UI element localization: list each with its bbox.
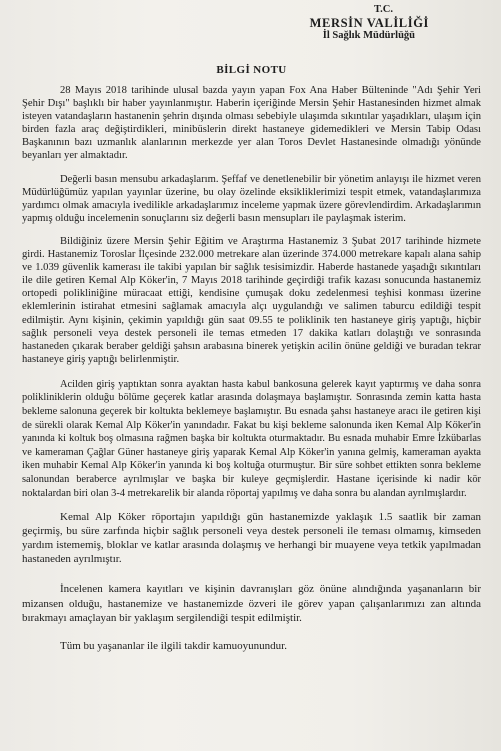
letterhead: [22, 4, 481, 42]
paragraph-conclusion: İncelenen kamera kayıtları ve kişinin davranışları göz önüne alındığında yaşananların bir mizansen olduğu, hastanemize ve hastanemizde özveri ile görev yapan çalışanlarımızı zan altında bırakmayı amaçlayan bir yaklaşım sergilendiği tespit edilmiştir.: [22, 583, 481, 625]
paragraph-closing: Tüm bu yaşananlar ile ilgili takdir kamuoyunundur.: [60, 639, 287, 652]
paragraph-news-summary: 28 Mayıs 2018 tarihinde ulusal bazda yayın yapan Fox Ana Haber Bülteninde "Adı Şehir Yeri Şehir Dışı" başlıklı bir haber yayınlanmıştır. Haberin içeriğinde Mersin Şehir Hastanesinden hizmet almak isteyen vatandaşların hastanenin şehrin dışında olması sebebiyle ulaşımda sıkıntılar yaşadıkları, ulaşım için birden fazla araç değiştirdikleri, minibüslerin direkt hastaneye gidemedikleri ve Mersin Tabip Odası Başkanının bazı uzmanlık alanlarının merkezde yer alan Toros Devlet Hastanesinde olmadığı yönünde beyanları yer almaktadır.: [22, 85, 481, 162]
paragraph-visit-duration: Kemal Alp Köker röportajın yapıldığı gün hastanemizde yaklaşık 1.5 saatlik bir zaman geçirmiş, bu süre zarfında hiçbir sağlık personeli veya destek personeli ile teması olmamış, kimseden yardım istememiş, bloklar ve katlar arasında dolaşmış ve herhangi bir muayene veya tetkik yapılmadan hastaneden ayrılmıştır.: [22, 511, 481, 566]
paragraph-camera-timeline: Acilden giriş yaptıktan sonra ayaktan hasta kabul bankosuna gelerek kayıt yaptırmış ve daha sonra polikliniklerin olduğu bölüme geçerek katlar arasında dolaşmaya başlamıştır. Sonrasında zemin katta hasta bekleme salonuna geçerek bir koltukta beklemeye başlamıştır. Bu esnada şahsı hastaneye aracı ile getiren kişi de sürekli olarak Kemal Alp Köker'in yanındadır. Fakat bu kişi bekleme salonunda iken Kemal Alp Köker'in yanında ki koltuk boş olmasına rağmen başka bir koltukta oturmaktadır. Bu esnada muhabir Emre İzkübarlas ve kameraman Çağlar Güner hastaneye giriş yaparak Kemal Alp Köker'in yanına gelmiş, kameraman ayakta iken muhabir Kemal Alp Köker'in yanında ki boş koltuğa oturmuştur. Bir süre sohbet ettikten sonra bekleme salonundan beraberce ayrılmışlar ve başka bir kuleye geçmişlerdir. Hastane içerisinde ki nadir kör noktalardan biri olan 3-4 metrekarelik bir alanda röportaj yapılmış ve daha sonra bu alandan ayrılmışlardır.: [22, 378, 481, 499]
letterhead-line-tc: T.C.: [373, 4, 393, 15]
letterhead-line-governorship: MERSİN VALİLİĞİ: [309, 16, 429, 30]
document-title: BİLGİ NOTU: [216, 64, 287, 76]
paragraph-hospital-facts: Bildiğiniz üzere Mersin Şehir Eğitim ve Araştırma Hastanemiz 3 Şubat 2017 tarihinde hizmete girdi. Hastanemiz Toroslar İlçesinde 232.000 metrekare alan üzerinde 374.000 metrekare kapalı alana sahip ve 1.039 güvenlik kamerası ile takibi yapılan bir sağlık tesisimizdir. Haberde hastanede yaşadığı sıkıntıları ile dile getiren Kemal Alp Köker'in, 7 Mayıs 2018 tarihinde geçirdiği trafik kazası sonucunda hastanemiz ortopedi polikliniğine müracaat ettiği, kendisine çumuşak doku zedelenmesi teşhisi konması üzerine eklemlerinin istirahat etmesini sağlamak amacıyla alçı uygulandığı ve salimen taburcu edildiği tespit edilmiştir. Aynı kişinin, çekimin yapıldığı gün saat 09.55 te poliklinik ten hastaneye giriş yaptığı, hiçbir sağlık personeli veya destek personeli ile temas etmeden 17 dakika katları dolaştığı ve sonrasında hastaneden çıkarak beraber geldiği şahsın arabasına binerek yetişkin acilin önüne geldiği ve buradan tekrar hastaneye giriş yaptığı belirlenmiştir.: [22, 235, 481, 365]
paragraph-press-address: Değerli basın mensubu arkadaşlarım. Şeffaf ve denetlenebilir bir yönetim anlayışı ile hizmet veren Müdürlüğümüz yapılan yayınlar üzerine, bu olay özelinde eksikliklerimizi tespit etmek, vatandaşlarımıza yardımcı olmak amacıyla ivedilikle arkadaşlarımız inceleme yapmak üzere görevlendirdim. Arkadaşlarımın yapmış olduğu incelemenin sonuçlarını siz değerli basın mensupları ile paylaşmak isterim.: [22, 173, 481, 224]
letterhead-line-directorate: İl Sağlık Müdürlüğü: [322, 30, 415, 41]
